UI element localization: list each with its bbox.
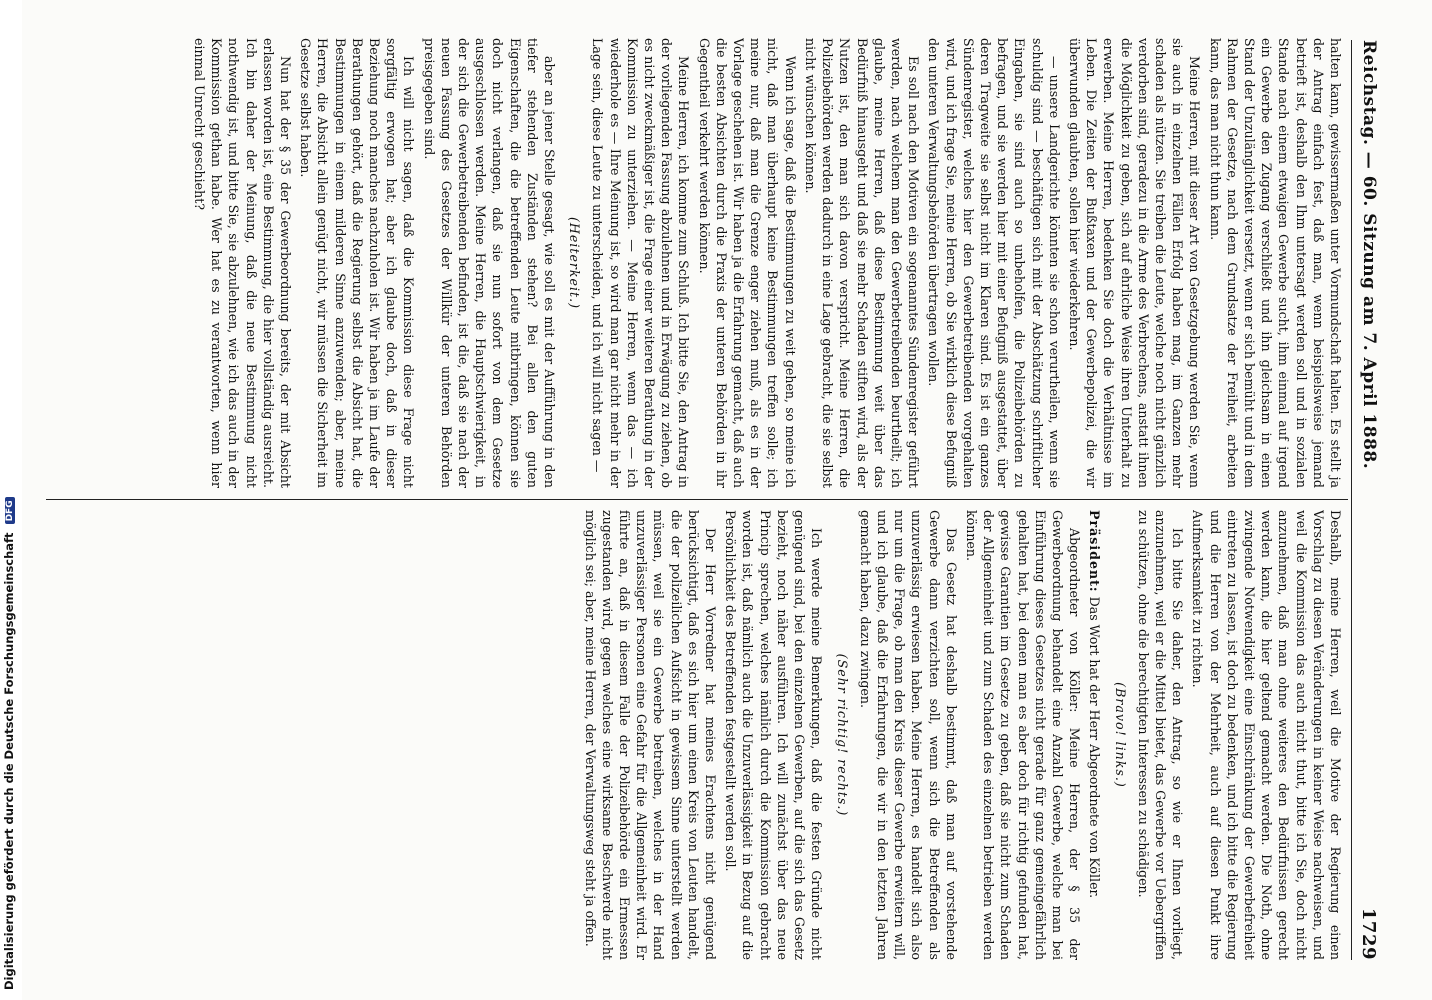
right-column	[56, 510, 1344, 960]
left-column	[56, 38, 1344, 488]
paragraph: halten kann, gewissermaßen unter Vormundschaft halten. Es stellt ja der Antrag einfach fest, daß man, wenn beispielsweise jemand betrieft ist, deshalb den Ihm untersagt werden soll und in sozialen Stande nach einem etwaigen Gewerbe sucht, ihm einmal auf irgend ein Gewerbe den Zugang verschließt und ihn gleichsam in einen Stand der Unzulänglichkeit versetzt, wenn er sich bemüht und in dem Rahmen der Gesetze, nach dem Grundsatze der Freiheit, arbeiten kann, das man nicht thun kann.	[1207, 38, 1343, 488]
paragraph: Meine Herren, ich komme zum Schluß. Ich bitte Sie, den Antrag in der vorliegenden Fassung abzulehnen und in Erwägung zu ziehen, ob es nicht zweckmäßiger ist, die Frage einer weiteren Berathung in der Kommission zu unterziehen. — Meine Herren, wenn das — ich wiederhole es — Ihre Meinung ist, so wird man gar nicht mehr in der Lage sein, diese Leute zu unterscheiden, und ich will nicht sagen —	[590, 38, 692, 488]
paragraph: Das Gesetz hat deshalb bestimmt, daß man auf vorstehende Gewerbe dann verzichten soll, wenn sich die Betreffenden als unzuverlässig erwiesen haben. Meine Herren, es handelt sich also nur um die Frage, ob man den Kreis dieser Gewerbe erweitern will, und ich glaube, daß die Erfahrungen, die wir in den letzten Jahren gemacht haben, dazu zwingen.	[857, 510, 959, 960]
paragraph: Deshalb, meine Herren, weil die Motive der Regierung einen Vorschlag zu diesen Veränderungen in keiner Weise nachweisen, und weil die Kommission das auch nicht thut, bitte ich Sie, doch nicht anzunehmen, daß man ohne weiteres den Bedürfnissen gerecht werden kann, die hier geltend gemacht werden. Die Noth, ohne zwingende Notwendigkeit eine Einschränkung der Gewerbefreiheit eintreten zu lassen, ist doch zu bedenken, und ich bitte die Regierung und die Herren von der Mehrheit, auch auf diesen Punkt ihre Aufmerksamkeit zu richten.	[1190, 510, 1343, 960]
page-number: 1729	[1358, 907, 1380, 960]
column-divider	[46, 499, 1348, 500]
speaker-text: Das Wort hat der Herr Abgeordnete von Köller.	[1087, 596, 1103, 899]
running-title: Reichstag. — 60. Sitzung am 7. April 1888.	[1359, 40, 1379, 470]
paragraph: Nun hat der § 35 der Gewerbeordnung bereits, der mit Absicht erlassen worden ist, eine Bestimmung, die hier vollständig ausreicht. Ich bin daher der Meinung, daß die neue Bestimmung nicht nothwendig ist, und bitte Sie, sie abzulehnen, wie ich das auch in der Kommission gethan habe. Wer hat es zu verantworten, wenn hier einmal Unrecht geschieht?	[192, 38, 294, 488]
speaker-line	[1086, 510, 1103, 960]
paragraph: Meine Herren, mit dieser Art von Gesetzgebung werden Sie, wenn sie auch in einzelnen Fällen Erfolg haben mag, im Ganzen mehr schaden als nützen. Sie treiben die Leute, welche noch nicht gänzlich verdorben sind, geradezu in die Arme des Verbrechens, anstatt ihnen die Möglichkeit zu geben, sich auf ehrliche Weise ihren Unterhalt zu erwerben. Meine Herren, bedenken Sie doch die Verhältnisse im Leben. Die Zeiten der Bußtaxen und der Gewerbepolizei, die wir überwunden glaubten, sollen hier wiederkehren.	[1066, 38, 1203, 488]
digitization-credit	[2, 497, 16, 990]
paragraph: Der Herr Vorredner hat meines Erachtens nicht genügend berücksichtigt, daß es sich hier um einen Kreis von Leuten handelt, die der polizeilichen Aufsicht in gewissem Sinne unterstellt werden müssen, weil sie ein Gewerbe betreiben, welches in der Hand unzuverlässiger Personen eine Gefahr für die Allgemeinheit wird. Er führte an, daß in diesem Falle der Polizeibehörde ein Ermessen zugestanden wird, gegen welches eine wirksame Beschwerde nicht möglich sei; aber, meine Herren, der Verwaltungsweg steht ja offen.	[582, 510, 719, 960]
digitization-credit-text: Digitalisierung gefördert durch die Deutsche Forschungsgemeinschaft	[2, 532, 16, 990]
header-rule	[1351, 40, 1352, 960]
interjection: (Bravo! links.)	[1112, 682, 1128, 788]
rotated-content	[36, 20, 1396, 980]
paragraph: Ich bitte Sie daher, den Antrag, so wie er Ihnen vorliegt, anzunehmen, weil er die Mittel bietet, das Gewerbe vor Uebergriffen zu schützen, ohne die berechtigten Interessen zu schädigen.	[1135, 510, 1186, 960]
paragraph: Ich werde meine Bemerkungen, daß die festen Gründe nicht genügend sind, bei den einzelnen Gewerben, auf die sich das Gesetz bezieht, noch näher ausführen. Ich will zunächst über das neue Princip sprechen, welches nämlich durch die Kommission gebracht worden ist, daß nämlich auch die Unzuverlässigkeit in Bezug auf die Persönlichkeit des Betreffenden festgestellt werden soll.	[723, 510, 825, 960]
paragraph: Abgeordneter von Köller: Meine Herren, der § 35 der Gewerbeordnung behandelt eine Anzahl Gewerbe, welche man bei Einführung dieses Gesetzes nicht gerade für ganz gemeingefährlich gehalten hat, bei denen man es aber doch für richtig gefunden hat, gewisse Garantien im Gesetze zu geben, daß sie nicht zum Schaden der Allgemeinheit und zum Schaden des einzelnen betrieben werden können.	[963, 510, 1083, 960]
paragraph: Wenn ich sage, daß die Bestimmungen zu weit gehen, so meine ich nicht, daß man überhaupt keine Bestimmungen treffen solle; ich meine nur, daß man die Grenze enger ziehen muß, als es in der Vorlage geschehen ist. Wir haben ja die Erfahrung gemacht, daß auch die besten Absichten durch die Praxis der unteren Behörden in ihr Gegentheil verkehrt werden können.	[696, 38, 798, 488]
dfg-logo: DFG	[5, 497, 15, 524]
paragraph: — unsere Landgerichte könnten sie schon verurtheilen, wenn sie schuldig sind — beschäftigen sich mit der Abschätzung schriftlicher Eingaben, sie sind auch so unbeholfen, die Polizeibehörden zu befragen, und sie werden hier mit einer Befugniß ausgestattet, über deren Tragweite sie selbst nicht im Klaren sind. Es ist ein ganzes Sündenregister, welches hier den Gewerbetreibenden vorgehalten wird, und ich frage Sie, meine Herren, ob Sie wirklich diese Befugniß den unteren Verwaltungsbehörden übertragen wollen.	[926, 38, 1062, 488]
speaker-name: Präsident:	[1087, 510, 1103, 593]
page-header	[1356, 40, 1382, 960]
paragraph: aber an jener Stelle gesagt, wie soll es mit der Aufführung in den tiefer stehenden Zuständen stehen? Bei allen den guten Eigenschaften, die die betreffenden Leute mitbringen, können sie doch nicht verlangen, daß sie nun sofort von dem Gesetze ausgeschlossen werden. Meine Herren, die Hauptschwierigkeit, in der sich die Gewerbetreibenden befinden, ist die, daß sie nach der neuen Fassung des Gesetzes der Willkür der unteren Behörden preisgegeben sind.	[421, 38, 558, 488]
paragraph: Ich will nicht sagen, daß die Kommission diese Frage nicht sorgfältig erwogen hat; aber ich glaube doch, daß in dieser Beziehung noch manches nachzuholen ist. Wir haben ja im Laufe der Berathungen gehört, daß die Regierung selbst die Absicht hat, die Bestimmungen in einem milderen Sinne anzuwenden; aber, meine Herren, die Absicht allein genügt nicht, wir müssen die Sicherheit im Gesetze selbst haben.	[298, 38, 417, 488]
interjection: (Heiterkeit.)	[567, 217, 583, 309]
side-margin	[0, 0, 22, 1000]
paragraph: Es soll nach den Motiven ein sogenanntes Sündenregister geführt werden, nach welchem man den Gewerbetreibenden beurtheilt; ich glaube, meine Herren, daß diese Bestimmung weit über das Bedürfniß hinausgeht und daß sie mehr Schaden stiften wird, als der Nutzen ist, den man sich davon verspricht. Meine Herren, die Polizeibehörden werden dadurch in eine Lage gebracht, die sie selbst nicht wünschen können.	[802, 38, 922, 488]
interjection: (Sehr richtig! rechts.)	[834, 653, 850, 817]
